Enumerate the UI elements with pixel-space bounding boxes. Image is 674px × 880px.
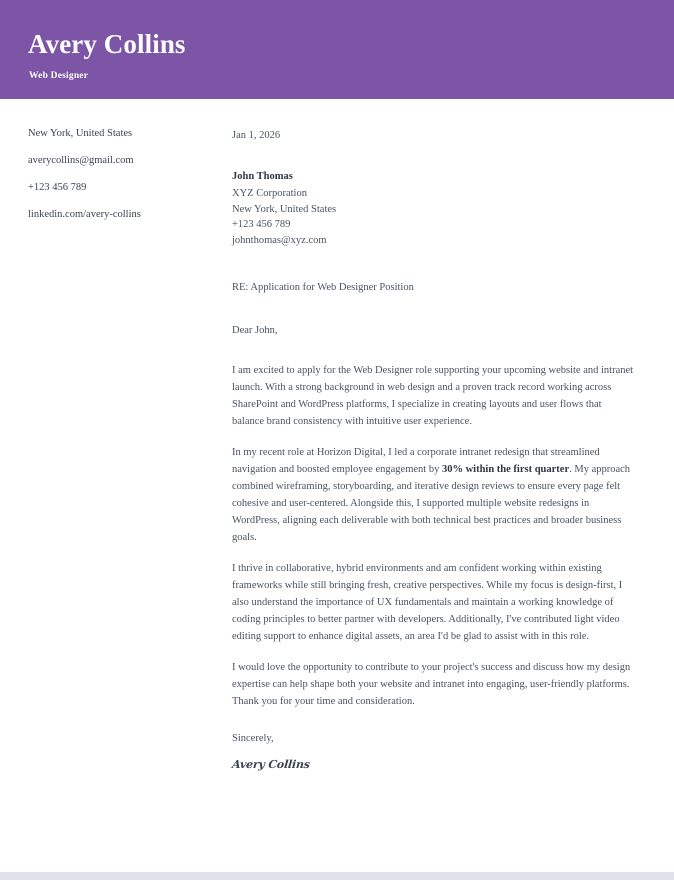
contact-linkedin[interactable]: linkedin.com/avery-collins [28, 209, 141, 221]
recipient-location: New York, United States [232, 203, 337, 215]
salutation: Dear John, [232, 324, 278, 336]
paragraph-highlight: 30% within the first quarter [441, 464, 570, 476]
signature: Avery Collins [231, 757, 311, 771]
recipient-phone: +123 456 789 [232, 219, 291, 231]
paragraph-text-before: I am excited to apply for the Web Designer role supporting your upcoming website and intranet launch. With a strong background in web design and a proven track record working across SharePoint and WordPress platforms, I specialize in creating layouts and user flows that balance brand consistency with intuitive user experience. [232, 365, 634, 428]
body-paragraph [232, 560, 636, 645]
letter-date: Jan 1, 2026 [232, 130, 281, 141]
closing-salutation: Sincerely, [232, 733, 274, 745]
applicant-name: Avery Collins [28, 29, 186, 59]
contact-phone: +123 456 789 [28, 182, 87, 194]
recipient-email[interactable]: johnthomas@xyz.com [232, 235, 327, 247]
recipient-name: John Thomas [232, 170, 293, 182]
body-paragraph [232, 362, 636, 430]
applicant-job-title: Web Designer [29, 71, 89, 82]
header-content [28, 30, 654, 83]
header-band [0, 0, 674, 99]
paragraph-text-after: . My approach combined wireframing, storyboarding, and iterative design reviews to ensure every page felt cohesive and user-centered. Alongside this, I supported multiple website redesigns in WordPress, aligning each deliverable with both technical best practices and broader business goals. [232, 464, 631, 544]
page-bottom-strip [0, 872, 674, 880]
paragraph-text-before: In my recent role at Horizon Digital, I led a corporate intranet redesign that streamlined navigation and boosted employee engagement by [232, 447, 600, 476]
subject-line: RE: Application for Web Designer Position [232, 281, 414, 293]
recipient-company: XYZ Corporation [232, 187, 307, 199]
body-paragraph [232, 659, 636, 710]
letter-body [232, 129, 636, 773]
paragraph-text-before: I thrive in collaborative, hybrid environments and am confident working within existing frameworks while still bringing fresh, creative perspectives. While my focus is design-first, I also understand the importance of UX fundamentals and maintain a working knowledge of coding principles to better partner with developers. Additionally, I've contributed light video editing support to enhance digital assets, an area I'd be glad to assist with in this role. [232, 563, 623, 643]
contact-location: New York, United States [28, 128, 133, 139]
recipient-block [232, 169, 636, 249]
contact-sidebar [28, 127, 218, 222]
paragraph-text-before: I would love the opportunity to contribute to your project's success and discuss how my design expertise can help shape both your website and intranet into engaging, user-friendly platforms. Thank you for your time and consideration. [232, 662, 631, 708]
body-paragraph [232, 444, 636, 546]
contact-email[interactable]: averycollins@gmail.com [28, 155, 134, 167]
